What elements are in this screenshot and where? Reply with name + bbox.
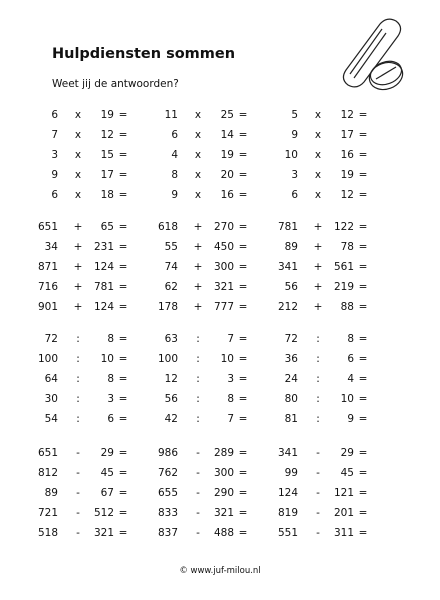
- operator: +: [193, 221, 203, 233]
- equals-sign: =: [238, 261, 248, 273]
- operator: x: [194, 189, 202, 201]
- operand-a: 99: [284, 467, 298, 479]
- operator: -: [196, 527, 200, 539]
- operand-a: 9: [171, 189, 178, 201]
- equals-sign: =: [118, 281, 128, 293]
- equals-sign: =: [238, 527, 248, 539]
- operand-a: 81: [284, 413, 298, 425]
- operand-b: 16: [340, 149, 354, 161]
- operator: -: [76, 467, 80, 479]
- exercise-row: [0, 260, 440, 274]
- exercise-row: [0, 352, 440, 366]
- equals-sign: =: [238, 149, 248, 161]
- operator: +: [313, 241, 323, 253]
- exercise-row: [0, 300, 440, 314]
- operator: -: [76, 507, 80, 519]
- operand-a: 62: [164, 281, 178, 293]
- exercise-row: [0, 280, 440, 294]
- equals-sign: =: [238, 189, 248, 201]
- operand-b: 561: [333, 261, 354, 273]
- operand-b: 124: [93, 301, 114, 313]
- operand-a: 12: [164, 373, 178, 385]
- operator: -: [196, 447, 200, 459]
- equals-sign: =: [118, 109, 128, 121]
- operator: :: [316, 353, 320, 365]
- equals-sign: =: [358, 373, 368, 385]
- operator: x: [74, 149, 82, 161]
- operand-b: 231: [93, 241, 114, 253]
- operand-b: 16: [220, 189, 234, 201]
- operand-a: 80: [284, 393, 298, 405]
- operator: :: [76, 353, 80, 365]
- operator: +: [313, 261, 323, 273]
- operand-b: 6: [107, 413, 114, 425]
- operand-b: 300: [213, 467, 234, 479]
- operator: x: [74, 109, 82, 121]
- equals-sign: =: [358, 333, 368, 345]
- operand-b: 121: [333, 487, 354, 499]
- operand-b: 270: [213, 221, 234, 233]
- equals-sign: =: [118, 241, 128, 253]
- operator: :: [76, 413, 80, 425]
- operand-b: 321: [213, 507, 234, 519]
- equals-sign: =: [358, 261, 368, 273]
- equals-sign: =: [238, 467, 248, 479]
- operand-a: 7: [51, 129, 58, 141]
- operand-a: 89: [44, 487, 58, 499]
- operand-a: 837: [157, 527, 178, 539]
- equals-sign: =: [358, 393, 368, 405]
- operator: x: [74, 169, 82, 181]
- equals-sign: =: [238, 241, 248, 253]
- operator: x: [194, 129, 202, 141]
- operand-b: 67: [100, 487, 114, 499]
- operand-a: 56: [284, 281, 298, 293]
- operand-a: 56: [164, 393, 178, 405]
- operand-b: 4: [347, 373, 354, 385]
- equals-sign: =: [118, 353, 128, 365]
- operand-a: 212: [277, 301, 298, 313]
- operand-b: 219: [333, 281, 354, 293]
- operand-b: 12: [100, 129, 114, 141]
- operand-a: 721: [37, 507, 58, 519]
- operand-a: 812: [37, 467, 58, 479]
- operand-a: 89: [284, 241, 298, 253]
- operand-b: 19: [100, 109, 114, 121]
- operator: :: [316, 333, 320, 345]
- operand-b: 124: [93, 261, 114, 273]
- equals-sign: =: [238, 333, 248, 345]
- equals-sign: =: [358, 447, 368, 459]
- operator: -: [196, 467, 200, 479]
- exercise-row: [0, 506, 440, 520]
- equals-sign: =: [358, 241, 368, 253]
- operand-a: 9: [291, 129, 298, 141]
- operand-b: 8: [227, 393, 234, 405]
- operand-b: 311: [333, 527, 354, 539]
- operand-b: 25: [220, 109, 234, 121]
- operator: x: [194, 169, 202, 181]
- page-subtitle: Weet jij de antwoorden?: [52, 78, 179, 90]
- operand-a: 54: [44, 413, 58, 425]
- operand-b: 17: [340, 129, 354, 141]
- operator: -: [316, 447, 320, 459]
- exercise-row: [0, 466, 440, 480]
- operand-a: 6: [171, 129, 178, 141]
- operator: +: [193, 281, 203, 293]
- operator: -: [76, 447, 80, 459]
- operand-b: 10: [340, 393, 354, 405]
- operand-b: 14: [220, 129, 234, 141]
- operand-a: 833: [157, 507, 178, 519]
- operand-b: 450: [213, 241, 234, 253]
- exercise-row: [0, 148, 440, 162]
- operand-a: 5: [291, 109, 298, 121]
- operand-a: 42: [164, 413, 178, 425]
- operand-a: 11: [164, 109, 178, 121]
- equals-sign: =: [238, 393, 248, 405]
- operand-b: 45: [340, 467, 354, 479]
- operand-b: 201: [333, 507, 354, 519]
- operator: x: [314, 109, 322, 121]
- equals-sign: =: [118, 487, 128, 499]
- operand-b: 88: [340, 301, 354, 313]
- operand-b: 122: [333, 221, 354, 233]
- operator: :: [196, 353, 200, 365]
- exercise-row: [0, 526, 440, 540]
- operand-a: 34: [44, 241, 58, 253]
- operand-a: 901: [37, 301, 58, 313]
- equals-sign: =: [358, 507, 368, 519]
- operator: x: [314, 129, 322, 141]
- exercise-row: [0, 446, 440, 460]
- operand-a: 100: [157, 353, 178, 365]
- operand-a: 655: [157, 487, 178, 499]
- operator: :: [76, 373, 80, 385]
- operand-a: 3: [51, 149, 58, 161]
- operand-a: 871: [37, 261, 58, 273]
- operator: :: [196, 413, 200, 425]
- operator: x: [314, 189, 322, 201]
- operand-a: 781: [277, 221, 298, 233]
- operand-a: 3: [291, 169, 298, 181]
- operand-b: 12: [340, 189, 354, 201]
- operand-b: 10: [100, 353, 114, 365]
- operator: +: [193, 261, 203, 273]
- operator: -: [196, 487, 200, 499]
- operand-a: 4: [171, 149, 178, 161]
- exercise-row: [0, 168, 440, 182]
- operand-b: 289: [213, 447, 234, 459]
- equals-sign: =: [118, 467, 128, 479]
- operand-b: 3: [107, 393, 114, 405]
- operand-a: 63: [164, 333, 178, 345]
- equals-sign: =: [118, 527, 128, 539]
- operand-a: 986: [157, 447, 178, 459]
- operand-a: 8: [171, 169, 178, 181]
- equals-sign: =: [118, 373, 128, 385]
- operator: +: [313, 301, 323, 313]
- operand-a: 72: [284, 333, 298, 345]
- equals-sign: =: [358, 109, 368, 121]
- exercise-row: [0, 392, 440, 406]
- equals-sign: =: [358, 301, 368, 313]
- operand-a: 72: [44, 333, 58, 345]
- equals-sign: =: [238, 487, 248, 499]
- operand-a: 518: [37, 527, 58, 539]
- operand-a: 30: [44, 393, 58, 405]
- operator: -: [316, 487, 320, 499]
- operator: :: [196, 333, 200, 345]
- operand-a: 178: [157, 301, 178, 313]
- equals-sign: =: [358, 129, 368, 141]
- operand-b: 512: [93, 507, 114, 519]
- equals-sign: =: [118, 129, 128, 141]
- equals-sign: =: [118, 507, 128, 519]
- operand-a: 6: [291, 189, 298, 201]
- operator: x: [74, 129, 82, 141]
- equals-sign: =: [358, 189, 368, 201]
- operand-a: 36: [284, 353, 298, 365]
- operator: :: [316, 413, 320, 425]
- operator: -: [316, 467, 320, 479]
- equals-sign: =: [238, 281, 248, 293]
- operand-b: 488: [213, 527, 234, 539]
- equals-sign: =: [238, 507, 248, 519]
- operand-b: 8: [107, 333, 114, 345]
- operand-b: 300: [213, 261, 234, 273]
- operator: :: [196, 393, 200, 405]
- operator: -: [316, 507, 320, 519]
- operand-b: 7: [227, 413, 234, 425]
- equals-sign: =: [118, 393, 128, 405]
- operand-b: 18: [100, 189, 114, 201]
- operand-b: 321: [93, 527, 114, 539]
- equals-sign: =: [358, 169, 368, 181]
- operand-b: 45: [100, 467, 114, 479]
- exercise-row: [0, 486, 440, 500]
- operator: +: [73, 241, 83, 253]
- operand-b: 10: [220, 353, 234, 365]
- equals-sign: =: [238, 301, 248, 313]
- operand-b: 19: [220, 149, 234, 161]
- operator: x: [74, 189, 82, 201]
- exercise-row: [0, 372, 440, 386]
- operator: x: [194, 109, 202, 121]
- operand-b: 290: [213, 487, 234, 499]
- exercise-row: [0, 188, 440, 202]
- operand-b: 9: [347, 413, 354, 425]
- equals-sign: =: [358, 467, 368, 479]
- operator: :: [196, 373, 200, 385]
- equals-sign: =: [358, 487, 368, 499]
- equals-sign: =: [118, 333, 128, 345]
- operand-b: 29: [340, 447, 354, 459]
- operand-b: 12: [340, 109, 354, 121]
- operand-b: 781: [93, 281, 114, 293]
- operand-a: 716: [37, 281, 58, 293]
- equals-sign: =: [238, 373, 248, 385]
- operand-b: 19: [340, 169, 354, 181]
- operator: -: [196, 507, 200, 519]
- operator: :: [76, 393, 80, 405]
- operator: +: [73, 261, 83, 273]
- operand-a: 651: [37, 447, 58, 459]
- equals-sign: =: [118, 413, 128, 425]
- operand-a: 6: [51, 189, 58, 201]
- equals-sign: =: [118, 301, 128, 313]
- footer-credit: © www.juf-milou.nl: [179, 566, 261, 576]
- operator: -: [316, 527, 320, 539]
- operator: -: [76, 527, 80, 539]
- equals-sign: =: [358, 281, 368, 293]
- operand-b: 8: [107, 373, 114, 385]
- operand-a: 6: [51, 109, 58, 121]
- operand-b: 17: [100, 169, 114, 181]
- operand-a: 762: [157, 467, 178, 479]
- equals-sign: =: [238, 129, 248, 141]
- operand-a: 55: [164, 241, 178, 253]
- equals-sign: =: [238, 221, 248, 233]
- equals-sign: =: [238, 109, 248, 121]
- exercise-row: [0, 240, 440, 254]
- operator: :: [316, 373, 320, 385]
- operand-b: 20: [220, 169, 234, 181]
- operator: +: [73, 221, 83, 233]
- operand-b: 321: [213, 281, 234, 293]
- exercise-row: [0, 332, 440, 346]
- equals-sign: =: [358, 221, 368, 233]
- equals-sign: =: [238, 447, 248, 459]
- operand-a: 10: [284, 149, 298, 161]
- exercise-row: [0, 220, 440, 234]
- operator: -: [76, 487, 80, 499]
- equals-sign: =: [118, 149, 128, 161]
- operand-b: 6: [347, 353, 354, 365]
- operand-b: 65: [100, 221, 114, 233]
- operator: +: [313, 281, 323, 293]
- equals-sign: =: [118, 169, 128, 181]
- operand-b: 3: [227, 373, 234, 385]
- operator: +: [313, 221, 323, 233]
- operand-b: 78: [340, 241, 354, 253]
- operand-a: 551: [277, 527, 298, 539]
- operand-a: 100: [37, 353, 58, 365]
- operand-a: 9: [51, 169, 58, 181]
- equals-sign: =: [238, 353, 248, 365]
- operand-a: 341: [277, 447, 298, 459]
- operand-b: 777: [213, 301, 234, 313]
- exercise-row: [0, 412, 440, 426]
- equals-sign: =: [238, 169, 248, 181]
- exercise-row: [0, 108, 440, 122]
- operand-a: 651: [37, 221, 58, 233]
- equals-sign: =: [358, 149, 368, 161]
- equals-sign: =: [118, 221, 128, 233]
- operator: x: [314, 169, 322, 181]
- page-title: Hulpdiensten sommen: [52, 46, 236, 62]
- operator: :: [76, 333, 80, 345]
- operator: :: [316, 393, 320, 405]
- operand-b: 7: [227, 333, 234, 345]
- operand-a: 64: [44, 373, 58, 385]
- operand-b: 8: [347, 333, 354, 345]
- operand-a: 124: [277, 487, 298, 499]
- operator: +: [193, 241, 203, 253]
- equals-sign: =: [238, 413, 248, 425]
- equals-sign: =: [358, 353, 368, 365]
- equals-sign: =: [358, 413, 368, 425]
- operator: +: [193, 301, 203, 313]
- operator: x: [314, 149, 322, 161]
- operand-a: 74: [164, 261, 178, 273]
- equals-sign: =: [118, 447, 128, 459]
- operand-a: 341: [277, 261, 298, 273]
- equals-sign: =: [358, 527, 368, 539]
- operand-a: 618: [157, 221, 178, 233]
- operator: +: [73, 281, 83, 293]
- operand-a: 819: [277, 507, 298, 519]
- operand-b: 15: [100, 149, 114, 161]
- exercise-row: [0, 128, 440, 142]
- operator: x: [194, 149, 202, 161]
- equals-sign: =: [118, 261, 128, 273]
- operand-a: 24: [284, 373, 298, 385]
- operator: +: [73, 301, 83, 313]
- pills-icon: [330, 12, 420, 100]
- equals-sign: =: [118, 189, 128, 201]
- operand-b: 29: [100, 447, 114, 459]
